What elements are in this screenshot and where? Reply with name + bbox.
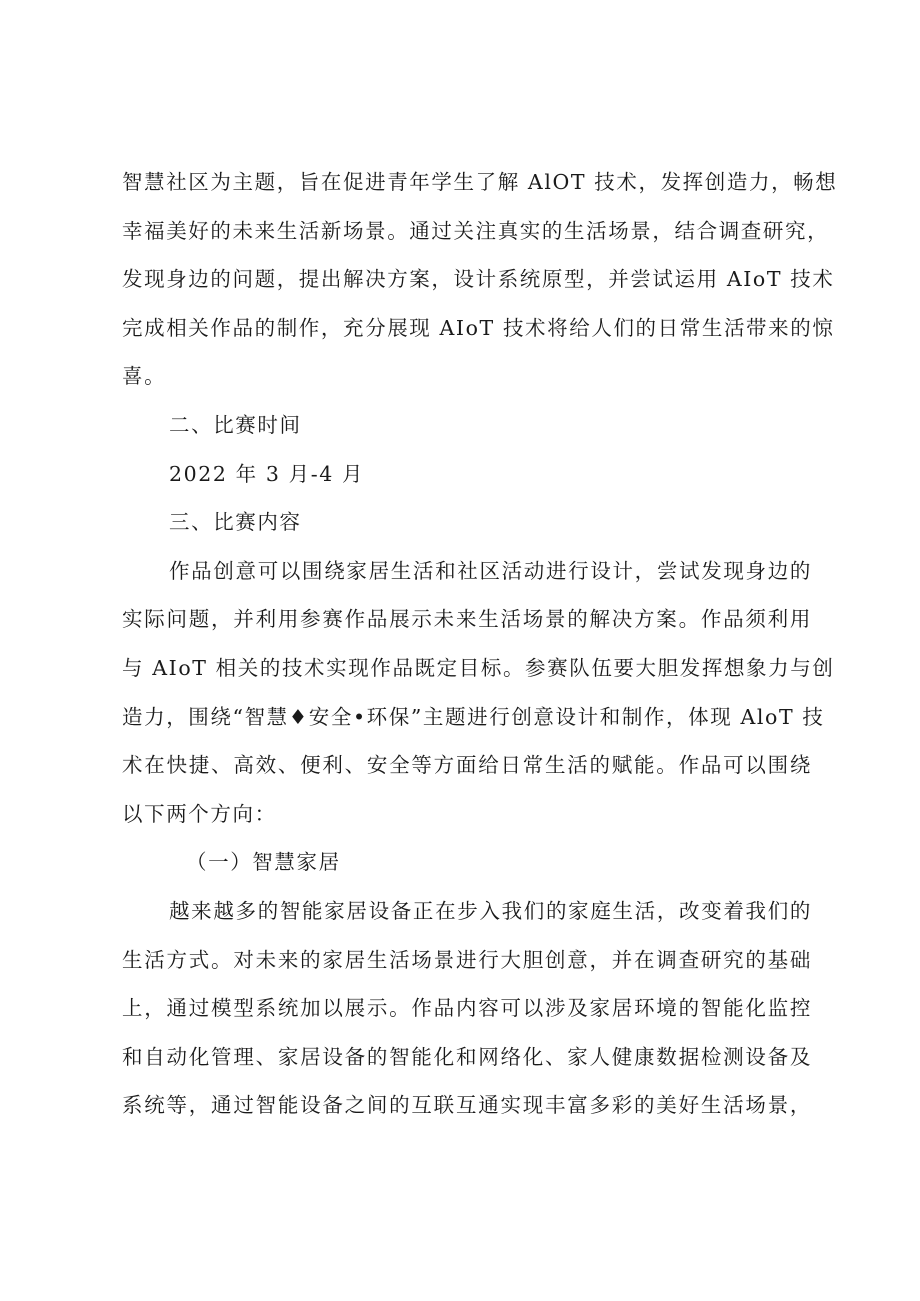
paragraph-line: 越来越多的智能家居设备正在步入我们的家庭生活，改变着我们的 — [169, 898, 812, 923]
paragraph-line: 与 AIoT 相关的技术实现作品既定目标。参赛队伍要大胆发挥想象力与创 — [122, 655, 835, 680]
paragraph-line: 智慧社区为主题，旨在促进青年学生了解 AlOT 技术，发挥创造力，畅想 — [122, 170, 838, 194]
section-heading-time: 二、比赛时间 — [169, 412, 302, 437]
paragraph-line: 以下两个方向： — [122, 801, 277, 826]
paragraph-line: 上，通过模型系统加以展示。作品内容可以涉及家居环境的智能化监控 — [122, 996, 812, 1021]
competition-date: 2022 年 3 月-4 月 — [169, 461, 365, 486]
paragraph-line: 发现身边的问题，提出解决方案，设计系统原型，并尝试运用 AIoT 技术 — [122, 267, 835, 292]
document-body — [122, 158, 838, 1130]
paragraph-line: 术在快捷、高效、便利、安全等方面给日常生活的赋能。作品可以围绕 — [122, 753, 812, 778]
paragraph-line: 作品创意可以围绕家居生活和社区活动进行设计，尝试发现身边的 — [169, 558, 812, 583]
paragraph-line: 完成相关作品的制作，充分展现 AIoT 技术将给人们的日常生活带来的惊 — [122, 315, 835, 340]
paragraph-line: 系统等，通过智能设备之间的互联互通实现丰富多彩的美好生活场景， — [122, 1093, 812, 1118]
section-heading-content: 三、比赛内容 — [169, 510, 302, 535]
paragraph-line: 实际问题，并利用参赛作品展示未来生活场景的解决方案。作品须利用 — [122, 607, 812, 632]
paragraph-line: 造力，围绕“智慧♦安全•环保”主题进行创意设计和制作，体现 AloT 技 — [122, 704, 825, 729]
paragraph-line: 幸福美好的未来生活新场景。通过关注真实的生活场景，结合调查研究， — [122, 218, 830, 243]
paragraph-line: 生活方式。对未来的家居生活场景进行大胆创意，并在调查研究的基础 — [122, 947, 812, 972]
paragraph-line: 和自动化管理、家居设备的智能化和网络化、家人健康数据检测设备及 — [122, 1044, 812, 1069]
paragraph-line: 喜。 — [122, 364, 167, 389]
subsection-heading-smart-home: （一）智慧家居 — [186, 850, 341, 875]
